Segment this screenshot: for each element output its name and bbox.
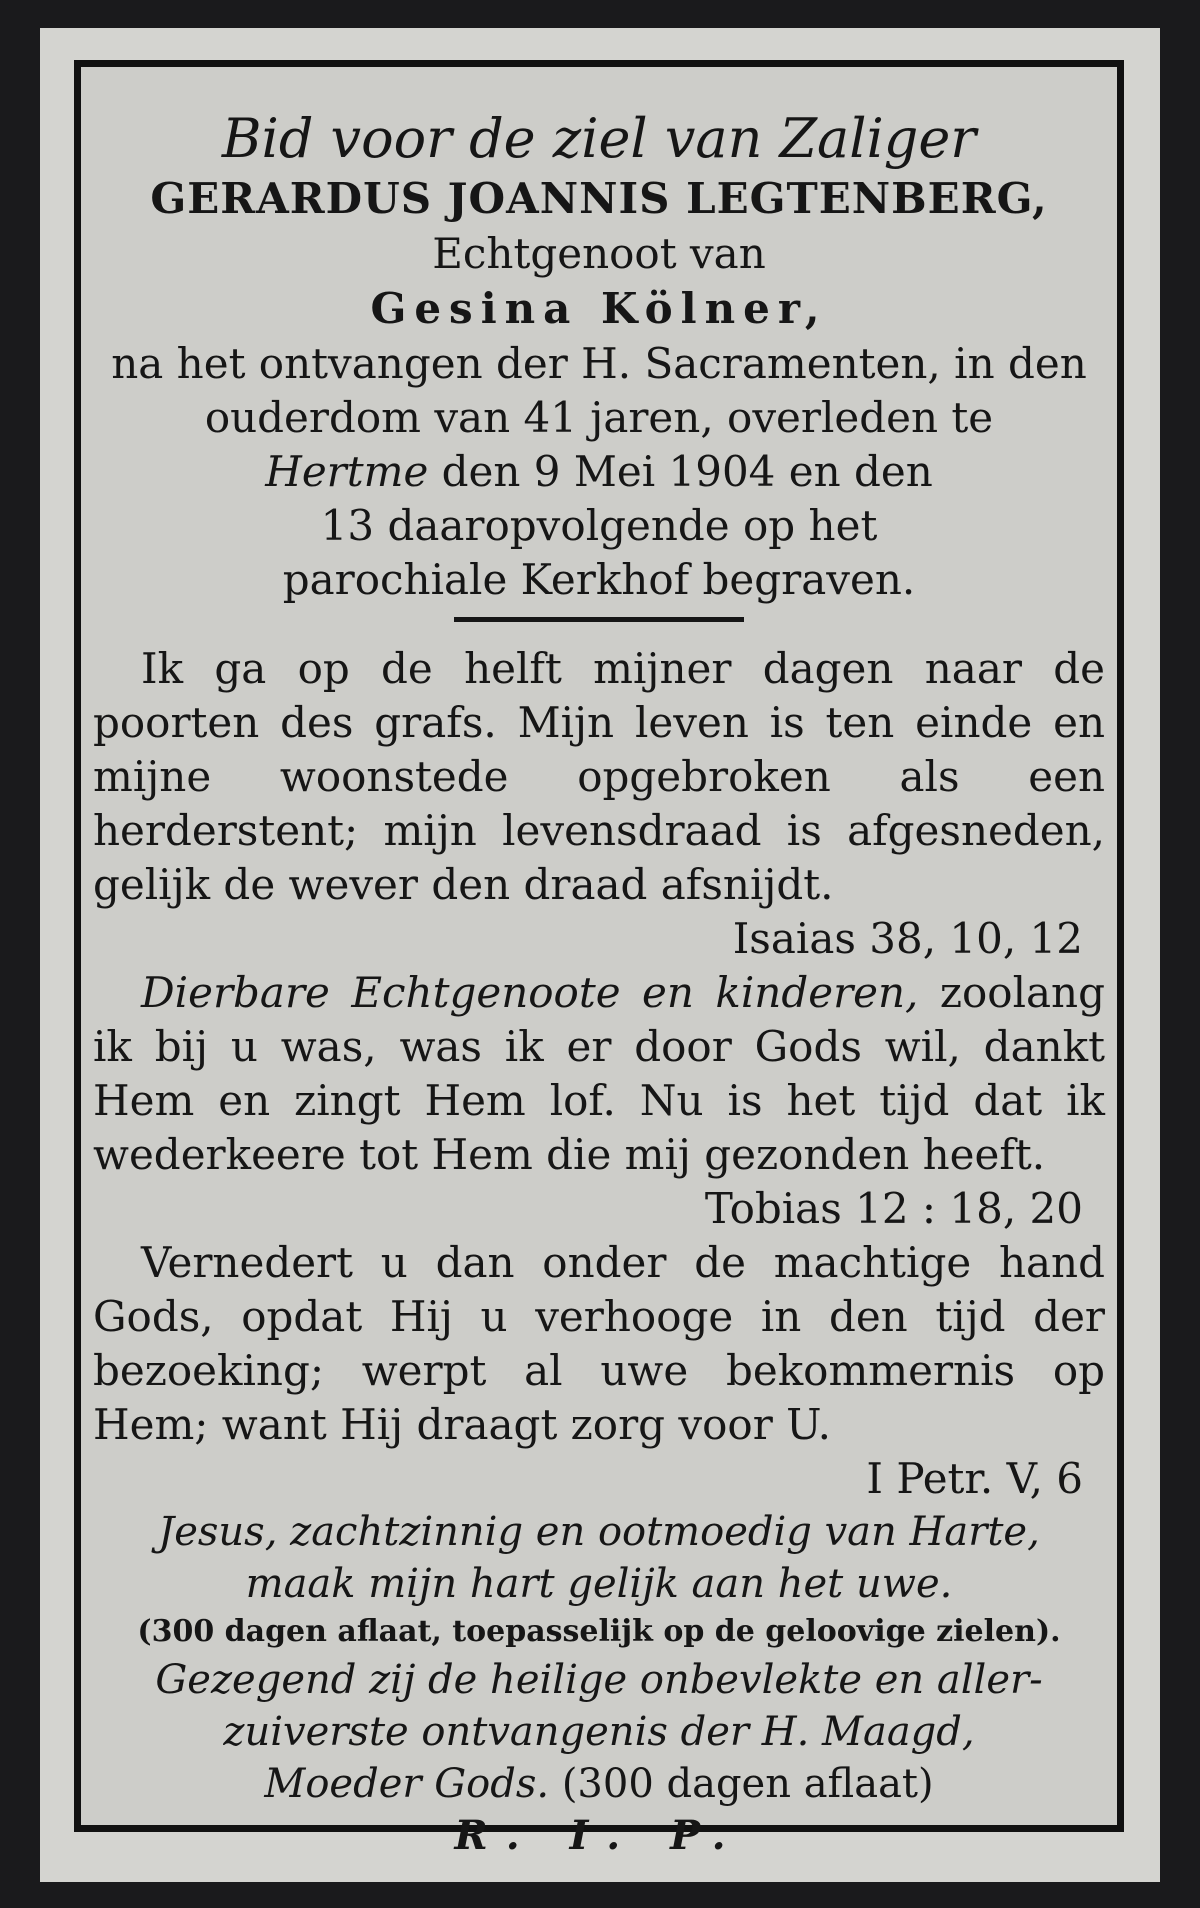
- divider-rule: [454, 617, 744, 622]
- death-line-3: [93, 445, 1105, 499]
- quote-tobias-address: Dierbare Echtgenoote en kinderen,: [141, 968, 919, 1017]
- prayer-2-line-3: [93, 1758, 1105, 1810]
- prayer-2-line-3-text: Moeder Gods.: [264, 1761, 550, 1807]
- quote-tobias-text: zoolang ik bij u was, was ik er door Gods wil, dankt Hem en zingt Hem lof. Nu is het tijd dat ik wederkeere tot Hem die mij gezonden heeft.: [93, 968, 1105, 1179]
- closing-rip: R. I. P.: [454, 1812, 744, 1859]
- death-line-2: ouderdom van 41 jaren, overleden te: [204, 393, 994, 442]
- quote-tobias: [93, 966, 1105, 1182]
- prayer-2-line-1: Gezegend zij de heilige onbevlekte en aller-: [155, 1657, 1043, 1703]
- prayer-2-line-2: zuiverste ontvangenis der H. Maagd,: [223, 1709, 975, 1755]
- spouse-intro: Echtgenoot van: [432, 229, 766, 278]
- death-line-1: na het ontvangen der H. Sacramenten, in den: [111, 339, 1087, 388]
- quote-isaias: Ik ga op de helft mijner dagen naar de poorten des grafs. Mijn leven is ten einde en mijne woonstede opgebroken als een herderstent; mijn levensdraad is afgesneden, gelijk de wever den draad afsnijdt.: [93, 644, 1105, 909]
- death-date-text: den 9 Mei 1904 en den: [428, 447, 933, 496]
- spouse-name: Gesina Kölner,: [370, 284, 828, 333]
- ref-isaias: Isaias 38, 10, 12: [732, 914, 1083, 963]
- death-line-5: parochiale Kerkhof begraven.: [282, 555, 916, 604]
- indulgence-1: (300 dagen aflaat, toepasselijk op de geloovige zielen).: [137, 1614, 1061, 1649]
- heading: Bid voor de ziel van Zaliger: [221, 107, 977, 170]
- deceased-name: GERARDUS JOANNIS LEGTENBERG,: [150, 174, 1048, 223]
- prayer-1-line-2: maak mijn hart gelijk aan het uwe.: [245, 1561, 953, 1607]
- black-border-frame: [74, 60, 1124, 1859]
- ref-petrus: I Petr. V, 6: [866, 1454, 1083, 1503]
- death-place: Hertme: [265, 447, 429, 496]
- indulgence-2: (300 dagen aflaat): [549, 1761, 934, 1807]
- prayer-1-line-1: Jesus, zachtzinnig en ootmoedig van Harte,: [158, 1509, 1040, 1555]
- card-text: [93, 107, 1105, 1862]
- death-line-4: 13 daaropvolgende op het: [320, 501, 878, 550]
- quote-petrus: Vernedert u dan onder de machtige hand Gods, opdat Hij u verhooge in den tijd der bezoeking; werpt al uwe bekommernis op Hem; want Hij draagt zorg voor U.: [93, 1238, 1105, 1449]
- ref-tobias: Tobias 12 : 18, 20: [704, 1184, 1083, 1233]
